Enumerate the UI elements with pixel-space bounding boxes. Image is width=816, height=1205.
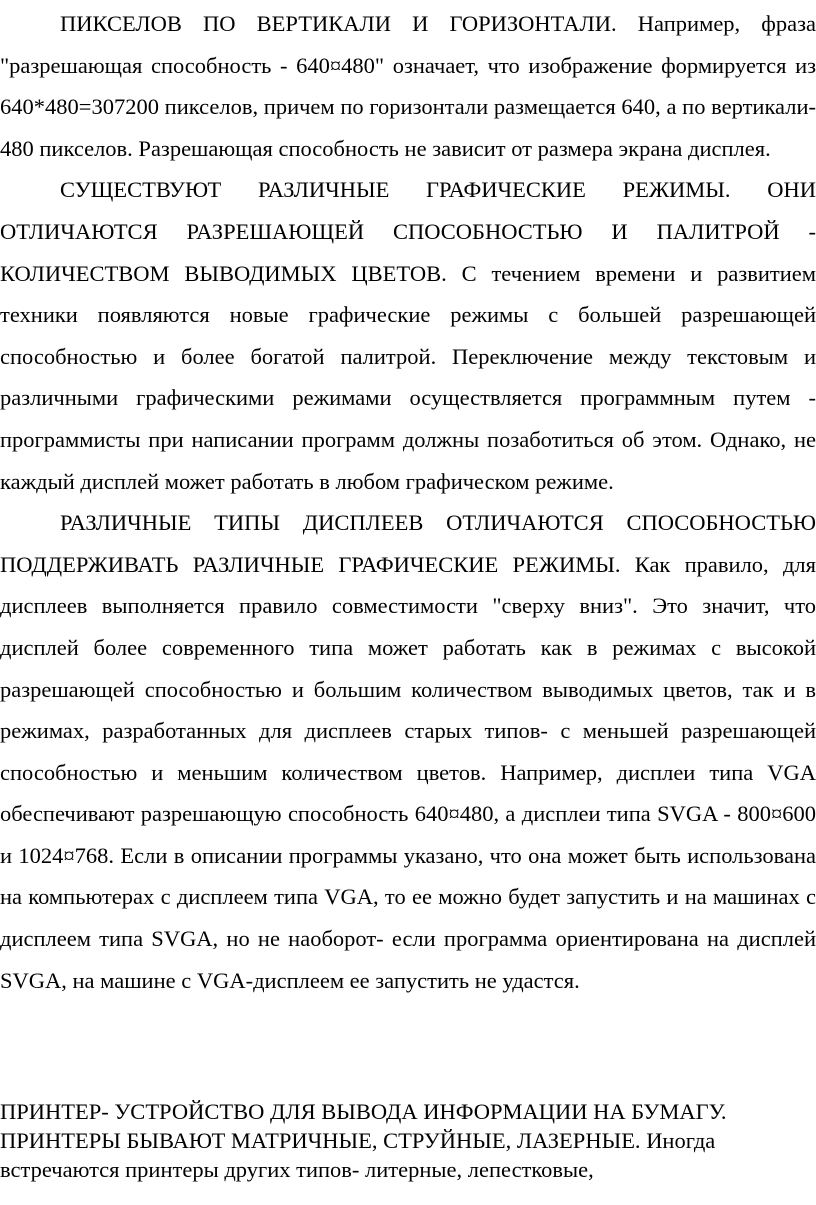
paragraph-lead-caps: ПИКСЕЛОВ ПО ВЕРТИКАЛИ И ГОРИЗОНТАЛИ.: [60, 11, 617, 36]
paragraph-body: Например, фраза "разрешающая способность - 640¤480" означает, что изображение формируется из 640*480=307200 пикселов, причем по горизонтали размещается 640, а по вертикали- 480 пикселов. Разрешающая способность не зависит от размера экрана дисплея.: [0, 11, 816, 161]
main-text-block: [0, 3, 816, 1001]
paragraph-printer: [0, 1097, 816, 1184]
paragraph-body: Как правило, для дисплеев выполняется правило совместимости "сверху вниз". Это значит, что дисплей более современного типа может работать как в режимах с высокой разрешающей способностью и большим количеством выводимых цветов, так и в режимах, разработанных для дисплеев старых типов- с меньшей разрешающей способностью и меньшим количеством цветов. Например, дисплеи типа VGA обеспечивают разрешающую способность 640¤480, а дисплеи типа SVGA - 800¤600 и 1024¤768. Если в описании программы указано, что она может быть использована на компьютерах с дисплеем типа VGA, то ее можно будет запустить и на машинах с дисплеем типа SVGA, но не наоборот- если программа ориентирована на дисплей SVGA, на машине с VGA-дисплеем ее запустить не удастся.: [0, 551, 816, 993]
paragraph-lead-caps: СУЩЕСТВУЮТ РАЗЛИЧНЫЕ ГРАФИЧЕСКИЕ РЕЖИМЫ. ОНИ ОТЛИЧАЮТСЯ РАЗРЕШАЮЩЕЙ СПОСОБНОСТЬЮ И ПАЛИТРОЙ - КОЛИЧЕСТВОМ ВЫВОДИМЫХ ЦВЕТОВ.: [0, 177, 816, 286]
paragraph-graphic-modes: [0, 169, 816, 502]
paragraph-resolution: [0, 3, 816, 169]
paragraph-lead-caps: РАЗЛИЧНЫЕ ТИПЫ ДИСПЛЕЕВ ОТЛИЧАЮТСЯ СПОСОБНОСТЬЮ ПОДДЕРЖИВАТЬ РАЗЛИЧНЫЕ ГРАФИЧЕСКИЕ РЕЖИМЫ.: [0, 510, 816, 577]
printer-section: [0, 1097, 816, 1184]
paragraph-body: Иногда встречаются принтеры других типов- литерные, лепестковые,: [0, 1128, 716, 1182]
paragraph-lead-caps: ПРИНТЕР- УСТРОЙСТВО ДЛЯ ВЫВОДА ИНФОРМАЦИИ НА БУМАГУ. ПРИНТЕРЫ БЫВАЮТ МАТРИЧНЫЕ, СТРУЙНЫЕ, ЛАЗЕРНЫЕ.: [0, 1099, 727, 1153]
paragraph-display-types: [0, 502, 816, 1001]
paragraph-body: С течением времени и развитием техники появляются новые графические режимы с большей разрешающей способностью и более богатой палитрой. Переключение между текстовым и различными графическими режимами осуществляется программным путем - программисты при написании программ должны позаботиться об этом. Однако, не каждый дисплей может работать в любом графическом режиме.: [0, 260, 816, 494]
